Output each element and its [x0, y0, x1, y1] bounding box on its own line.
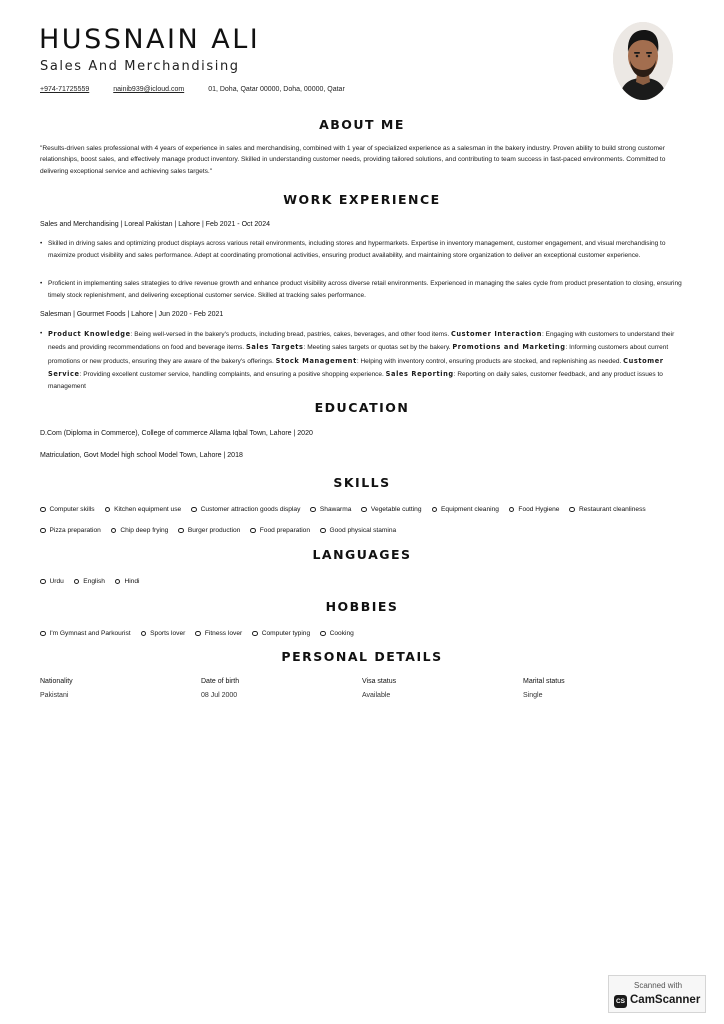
hobby-item: Computer typing [252, 623, 310, 644]
circle-bullet-icon [310, 507, 316, 513]
profile-photo [613, 22, 673, 100]
job-1-bullet-2: • Proficient in implementing sales strategies to drive revenue growth and enhance product visibility across diverse retail environments. Experienced in managing the sales cycle from product presentation to closing, ensuring timely stock replenishment, and delivering exceptional customer service. Skilled at tracking sales performance. [40, 278, 685, 303]
product-knowledge-text: : Being well-versed in the bakery's products, including bread, pastries, cakes, beverages, and other food items. [130, 331, 451, 338]
customer-interaction-text: : Engaging with customers to understand their needs and providing recommendations on food and beverage items. [48, 331, 675, 352]
visa-status-field: Visa status Available [362, 678, 397, 699]
hobby-item: Sports lover [141, 623, 186, 644]
circle-bullet-icon [252, 631, 258, 637]
skill-item: Food Hygiene [509, 499, 560, 520]
skill-item: Computer skills [40, 499, 95, 520]
skill-item: Burger production [178, 520, 240, 541]
skill-item: Kitchen equipment use [105, 499, 182, 520]
skill-item: Food preparation [250, 520, 310, 541]
product-knowledge-label: Product Knowledge [48, 330, 131, 338]
sales-reporting-text: : Reporting on daily sales, customer feedback, and any product issues to management [48, 370, 663, 391]
email-link[interactable]: nainib939@icloud.com [113, 86, 185, 93]
customer-service-text: : Providing excellent customer service, handling complaints, and ensuring a positive shopping experience. [79, 370, 386, 378]
skills-list [40, 499, 690, 541]
promotions-label: Promotions and Marketing [452, 343, 566, 352]
circle-bullet-icon [191, 507, 197, 513]
stock-management-text: : Helping with inventory control, ensuring products are stocked, and replenishing as needed. [356, 357, 624, 365]
circle-bullet-icon [250, 528, 256, 534]
circle-bullet-icon [178, 528, 184, 534]
work-heading: WORK EXPERIENCE [283, 192, 441, 207]
phone-link[interactable]: +974-71725559 [40, 86, 90, 93]
candidate-name: HUSSNAIN ALI [39, 24, 261, 55]
skill-item: Chip deep frying [111, 520, 169, 541]
skill-item: Shawarma [310, 499, 351, 520]
promotions-text: : Informing customers about current promotions or new products, ensuring they are aware of the bakery's offerings. [48, 344, 669, 365]
profile-photo-image [613, 22, 673, 100]
circle-bullet-icon [40, 579, 46, 585]
circle-bullet-icon [40, 528, 46, 534]
watermark-caption: Scanned with [633, 981, 683, 990]
skills-heading: SKILLS [333, 475, 391, 490]
hobby-item: Fitness lover [195, 623, 242, 644]
about-text: "Results-driven sales professional with 4 years of experience in sales and merchandising, combined with 1 year of specialized experience as a salesman in the bakery industry. Proven ability to build strong customer relationships, boost sales, and effectively manage product inventory. Skilled in understanding customer needs, providing tailored solutions, and contributing to team success in fast-paced environments. Committed to delivering exceptional service and achieving sales targets." [40, 145, 666, 175]
education-item-1: D.Com (Diploma in Commerce), College of commerce Allama Iqbal Town, Lahore | 2020 [40, 430, 313, 437]
contact-line [40, 86, 345, 93]
circle-bullet-icon [320, 631, 326, 637]
circle-bullet-icon [320, 528, 326, 534]
personal-details-heading: PERSONAL DETAILS [281, 649, 443, 664]
hobbies-list [40, 623, 690, 644]
customer-service-label: Customer Service [48, 356, 664, 378]
circle-bullet-icon [141, 631, 147, 637]
skill-item: Vegetable cutting [361, 499, 421, 520]
skill-item: Customer attraction goods display [191, 499, 300, 520]
stock-management-label: Stock Management [275, 356, 357, 365]
circle-bullet-icon [40, 507, 46, 513]
circle-bullet-icon [361, 507, 367, 513]
address: 01, Doha, Qatar 00000, Doha, 00000, Qatar [208, 86, 345, 93]
hobby-item: Cooking [320, 623, 354, 644]
sales-targets-label: Sales Targets [246, 343, 304, 352]
watermark-brand: CamScanner [630, 994, 701, 1006]
language-item: Hindi [115, 571, 140, 592]
job-title: Sales And Merchandising [40, 59, 240, 74]
circle-bullet-icon [509, 507, 515, 513]
skill-item: Good physical stamina [320, 520, 396, 541]
circle-bullet-icon [569, 507, 575, 513]
skill-item: Restaurant cleanliness [569, 499, 645, 520]
circle-bullet-icon [40, 631, 46, 637]
hobbies-heading: HOBBIES [325, 599, 399, 614]
circle-bullet-icon [105, 507, 111, 513]
camscanner-logo-icon: CS [614, 995, 627, 1008]
skill-item: Equipment cleaning [432, 499, 499, 520]
circle-bullet-icon [74, 579, 80, 585]
job-1-title: Sales and Merchandising | Loreal Pakistan | Lahore | Feb 2021 - Oct 2024 [40, 221, 270, 228]
education-item-2: Matriculation, Govt Model high school Model Town, Lahore | 2018 [40, 452, 243, 459]
customer-interaction-label: Customer Interaction [450, 330, 542, 338]
camscanner-watermark [608, 975, 706, 1013]
sales-targets-text: : Meeting sales targets or quotas set by the bakery. [303, 344, 453, 352]
sales-reporting-label: Sales Reporting [385, 369, 454, 378]
skill-item: Pizza preparation [40, 520, 101, 541]
circle-bullet-icon [115, 579, 121, 585]
languages-list [40, 571, 690, 592]
circle-bullet-icon [432, 507, 438, 513]
job-2-bullet [40, 328, 685, 393]
circle-bullet-icon [195, 631, 201, 637]
personal-details-grid [40, 678, 685, 699]
nationality-field: Nationality Pakistani [40, 678, 73, 699]
marital-status-field: Marital status Single [523, 678, 565, 699]
about-heading: ABOUT ME [319, 117, 405, 132]
circle-bullet-icon [111, 528, 117, 534]
job-1-bullet-1: • Skilled in driving sales and optimizing product displays across various retail environments, including stores and hypermarkets. Expertise in inventory management, customer engagement, and visual merchandising to maximize product visibility and sales performance. Adept at coordinating promotional activities, ensuring product availability, and maintaining store organization to deliver an exceptional customer experience. [40, 238, 685, 263]
language-item: Urdu [40, 571, 64, 592]
job-2-title: Salesman | Gourmet Foods | Lahore | Jun 2020 - Feb 2021 [40, 311, 224, 318]
languages-heading: LANGUAGES [312, 547, 412, 562]
language-item: English [74, 571, 105, 592]
education-heading: EDUCATION [314, 400, 410, 415]
dob-field: Date of birth 08 Jul 2000 [201, 678, 240, 699]
hobby-item: I'm Gymnast and Parkourist [40, 623, 131, 644]
